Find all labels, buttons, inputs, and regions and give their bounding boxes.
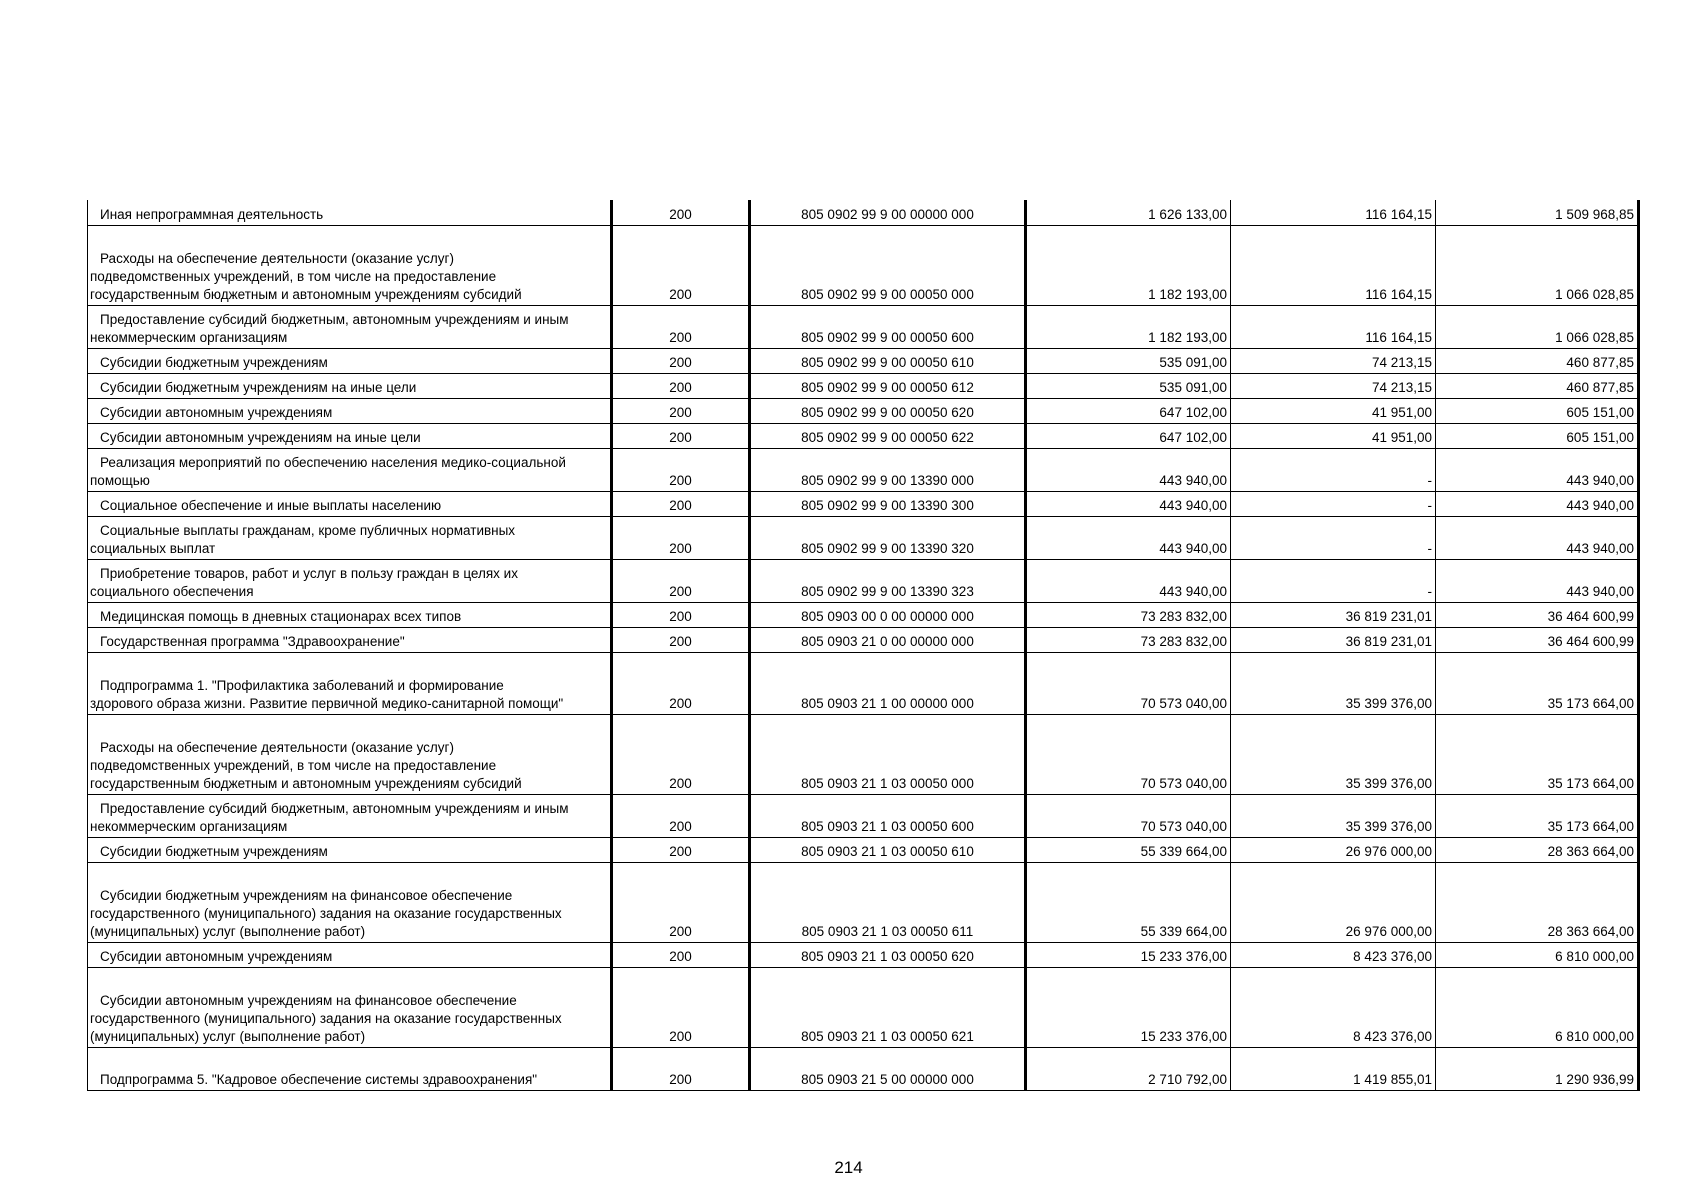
row-classification-cell: 805 0903 21 1 03 00050 600 (750, 794, 1026, 837)
row-name-line (90, 659, 608, 677)
row-classification-cell: 805 0903 21 1 00 00000 000 (750, 652, 1026, 714)
row-name-line: Социальные выплаты гражданам, кроме публичных нормативных (100, 522, 516, 538)
row-executed-cell: 116 164,15 (1231, 225, 1436, 305)
row-approved-cell: 73 283 832,00 (1026, 627, 1231, 652)
row-code-cell: 200 (612, 942, 750, 967)
row-classification-cell: 805 0902 99 9 00 13390 000 (750, 448, 1026, 491)
row-classification-cell: 805 0902 99 9 00 00050 610 (750, 348, 1026, 373)
row-executed-cell: 8 423 376,00 (1231, 967, 1436, 1047)
row-code-cell: 200 (612, 348, 750, 373)
row-executed-cell: - (1231, 491, 1436, 516)
row-name-line: Иная непрограммная деятельность (100, 206, 324, 222)
row-classification-cell: 805 0902 99 9 00 00050 622 (750, 423, 1026, 448)
table-row (88, 225, 1639, 305)
row-code-cell: 200 (612, 516, 750, 559)
row-executed-cell: 8 423 376,00 (1231, 942, 1436, 967)
row-name-line: Субсидии автономным учреждениям (100, 404, 333, 420)
row-approved-cell: 70 573 040,00 (1026, 652, 1231, 714)
row-name-line (90, 1053, 608, 1071)
row-code-cell: 200 (612, 627, 750, 652)
row-executed-cell: 41 951,00 (1231, 398, 1436, 423)
row-unexecuted-cell: 35 173 664,00 (1436, 714, 1639, 794)
row-code-cell: 200 (612, 652, 750, 714)
row-unexecuted-cell: 6 810 000,00 (1436, 942, 1639, 967)
table-row (88, 627, 1639, 652)
row-approved-cell: 1 626 133,00 (1026, 200, 1231, 225)
row-name-line: (муниципальных) услуг (выполнение работ) (90, 923, 366, 939)
row-name-line: Реализация мероприятий по обеспечению населения медико-социальной (100, 454, 566, 470)
table-row (88, 1047, 1639, 1090)
row-approved-cell: 535 091,00 (1026, 348, 1231, 373)
row-name-line: Субсидии автономным учреждениям на иные цели (100, 429, 421, 445)
table-row (88, 559, 1639, 602)
row-name-line: здорового образа жизни. Развитие первичной медико-санитарной помощи" (90, 695, 564, 711)
row-name-line: Субсидии бюджетным учреждениям на финансовое обеспечение (100, 887, 513, 903)
table-row (88, 967, 1639, 1047)
row-name-line: социального обеспечения (90, 583, 254, 599)
row-approved-cell: 443 940,00 (1026, 491, 1231, 516)
row-approved-cell: 647 102,00 (1026, 423, 1231, 448)
row-code-cell: 200 (612, 423, 750, 448)
table-row (88, 200, 1639, 225)
row-name-cell (88, 348, 612, 373)
budget-execution-table (87, 200, 1640, 1091)
row-approved-cell: 73 283 832,00 (1026, 602, 1231, 627)
row-name-line: Субсидии бюджетным учреждениям (100, 843, 328, 859)
row-name-cell (88, 200, 612, 225)
row-approved-cell: 55 339 664,00 (1026, 862, 1231, 942)
row-classification-cell: 805 0902 99 9 00 00050 612 (750, 373, 1026, 398)
row-executed-cell: 41 951,00 (1231, 423, 1436, 448)
row-classification-cell: 805 0903 00 0 00 00000 000 (750, 602, 1026, 627)
row-name-cell (88, 423, 612, 448)
row-executed-cell: 36 819 231,01 (1231, 602, 1436, 627)
row-name-cell (88, 559, 612, 602)
row-executed-cell: 116 164,15 (1231, 305, 1436, 348)
row-executed-cell: 1 419 855,01 (1231, 1047, 1436, 1090)
row-executed-cell: - (1231, 448, 1436, 491)
row-code-cell: 200 (612, 967, 750, 1047)
row-name-line (90, 869, 608, 887)
row-code-cell: 200 (612, 837, 750, 862)
row-name-line: Социальное обеспечение и иные выплаты населению (100, 497, 442, 513)
row-code-cell: 200 (612, 305, 750, 348)
table-row (88, 942, 1639, 967)
row-name-line: Расходы на обеспечение деятельности (оказание услуг) (100, 250, 454, 266)
row-unexecuted-cell: 460 877,85 (1436, 348, 1639, 373)
row-code-cell: 200 (612, 862, 750, 942)
row-unexecuted-cell: 605 151,00 (1436, 423, 1639, 448)
row-classification-cell: 805 0903 21 5 00 00000 000 (750, 1047, 1026, 1090)
row-code-cell: 200 (612, 225, 750, 305)
row-approved-cell: 55 339 664,00 (1026, 837, 1231, 862)
row-name-line: Субсидии бюджетным учреждениям (100, 354, 328, 370)
row-executed-cell: 116 164,15 (1231, 200, 1436, 225)
row-code-cell: 200 (612, 794, 750, 837)
row-name-line (90, 232, 608, 250)
row-approved-cell: 1 182 193,00 (1026, 225, 1231, 305)
row-name-line: Предоставление субсидий бюджетным, автономным учреждениям и иным (100, 311, 569, 327)
row-name-cell (88, 373, 612, 398)
table-body (88, 200, 1639, 1090)
row-unexecuted-cell: 1 290 936,99 (1436, 1047, 1639, 1090)
row-name-cell (88, 942, 612, 967)
row-unexecuted-cell: 28 363 664,00 (1436, 862, 1639, 942)
row-name-cell (88, 794, 612, 837)
row-code-cell: 200 (612, 200, 750, 225)
table-row (88, 794, 1639, 837)
row-classification-cell: 805 0902 99 9 00 00050 000 (750, 225, 1026, 305)
row-name-cell (88, 491, 612, 516)
row-approved-cell: 15 233 376,00 (1026, 967, 1231, 1047)
table-row (88, 491, 1639, 516)
row-executed-cell: 36 819 231,01 (1231, 627, 1436, 652)
row-executed-cell: 74 213,15 (1231, 348, 1436, 373)
row-name-line: государственным бюджетным и автономным учреждениям субсидий (90, 775, 522, 791)
row-name-line: Субсидии автономным учреждениям (100, 948, 333, 964)
row-name-line (90, 974, 608, 992)
row-unexecuted-cell: 460 877,85 (1436, 373, 1639, 398)
row-unexecuted-cell: 443 940,00 (1436, 516, 1639, 559)
table-row (88, 423, 1639, 448)
row-classification-cell: 805 0902 99 9 00 13390 320 (750, 516, 1026, 559)
row-unexecuted-cell: 36 464 600,99 (1436, 627, 1639, 652)
row-classification-cell: 805 0903 21 1 03 00050 611 (750, 862, 1026, 942)
table-row (88, 448, 1639, 491)
row-name-cell (88, 1047, 612, 1090)
row-name-cell (88, 862, 612, 942)
row-code-cell: 200 (612, 559, 750, 602)
row-name-cell (88, 448, 612, 491)
row-code-cell: 200 (612, 714, 750, 794)
row-approved-cell: 443 940,00 (1026, 448, 1231, 491)
table-row (88, 714, 1639, 794)
row-name-cell (88, 837, 612, 862)
row-code-cell: 200 (612, 1047, 750, 1090)
table-row (88, 305, 1639, 348)
table-row (88, 652, 1639, 714)
row-name-line: социальных выплат (90, 540, 216, 556)
row-classification-cell: 805 0903 21 1 03 00050 610 (750, 837, 1026, 862)
row-name-line: Субсидии автономным учреждениям на финансовое обеспечение (100, 992, 517, 1008)
row-name-line: некоммерческим организациям (90, 818, 288, 834)
row-name-cell (88, 652, 612, 714)
row-classification-cell: 805 0903 21 1 03 00050 621 (750, 967, 1026, 1047)
row-executed-cell: - (1231, 559, 1436, 602)
row-approved-cell: 70 573 040,00 (1026, 714, 1231, 794)
table-row (88, 348, 1639, 373)
row-unexecuted-cell: 35 173 664,00 (1436, 794, 1639, 837)
row-unexecuted-cell: 443 940,00 (1436, 559, 1639, 602)
row-approved-cell: 443 940,00 (1026, 559, 1231, 602)
table-row (88, 373, 1639, 398)
row-executed-cell: 26 976 000,00 (1231, 837, 1436, 862)
row-name-line: государственного (муниципального) задания на оказание государственных (90, 905, 562, 921)
row-unexecuted-cell: 36 464 600,99 (1436, 602, 1639, 627)
row-code-cell: 200 (612, 491, 750, 516)
row-classification-cell: 805 0902 99 9 00 00050 620 (750, 398, 1026, 423)
row-approved-cell: 2 710 792,00 (1026, 1047, 1231, 1090)
row-name-cell (88, 714, 612, 794)
row-name-line: Расходы на обеспечение деятельности (оказание услуг) (100, 739, 454, 755)
row-name-line: Подпрограмма 5. "Кадровое обеспечение системы здравоохранения" (100, 1071, 538, 1087)
row-name-cell (88, 627, 612, 652)
row-executed-cell: 35 399 376,00 (1231, 652, 1436, 714)
row-classification-cell: 805 0902 99 9 00 13390 300 (750, 491, 1026, 516)
row-name-line: подведомственных учреждений, в том числе на предоставление (90, 757, 497, 773)
row-classification-cell: 805 0903 21 0 00 00000 000 (750, 627, 1026, 652)
row-executed-cell: 74 213,15 (1231, 373, 1436, 398)
row-unexecuted-cell: 443 940,00 (1436, 491, 1639, 516)
row-name-line: помощью (90, 472, 150, 488)
row-name-line: подведомственных учреждений, в том числе на предоставление (90, 268, 497, 284)
row-name-line (90, 721, 608, 739)
row-name-cell (88, 225, 612, 305)
row-name-line: Медицинская помощь в дневных стационарах всех типов (100, 608, 462, 624)
row-unexecuted-cell: 1 066 028,85 (1436, 225, 1639, 305)
row-approved-cell: 443 940,00 (1026, 516, 1231, 559)
row-unexecuted-cell: 1 509 968,85 (1436, 200, 1639, 225)
row-name-line: государственным бюджетным и автономным учреждениям субсидий (90, 286, 522, 302)
row-classification-cell: 805 0903 21 1 03 00050 620 (750, 942, 1026, 967)
row-unexecuted-cell: 6 810 000,00 (1436, 967, 1639, 1047)
row-classification-cell: 805 0902 99 9 00 00000 000 (750, 200, 1026, 225)
row-approved-cell: 70 573 040,00 (1026, 794, 1231, 837)
row-classification-cell: 805 0903 21 1 03 00050 000 (750, 714, 1026, 794)
row-name-line: некоммерческим организациям (90, 329, 288, 345)
table-row (88, 837, 1639, 862)
row-unexecuted-cell: 35 173 664,00 (1436, 652, 1639, 714)
row-executed-cell: 35 399 376,00 (1231, 794, 1436, 837)
row-classification-cell: 805 0902 99 9 00 00050 600 (750, 305, 1026, 348)
row-name-line: (муниципальных) услуг (выполнение работ) (90, 1028, 366, 1044)
row-code-cell: 200 (612, 373, 750, 398)
row-name-line: Приобретение товаров, работ и услуг в пользу граждан в целях их (100, 565, 518, 581)
row-code-cell: 200 (612, 602, 750, 627)
row-code-cell: 200 (612, 398, 750, 423)
page-number: 214 (834, 1158, 863, 1177)
row-unexecuted-cell: 1 066 028,85 (1436, 305, 1639, 348)
row-name-line: Субсидии бюджетным учреждениям на иные цели (100, 379, 417, 395)
table-row (88, 862, 1639, 942)
row-name-cell (88, 516, 612, 559)
row-executed-cell: 26 976 000,00 (1231, 862, 1436, 942)
row-name-cell (88, 305, 612, 348)
row-approved-cell: 535 091,00 (1026, 373, 1231, 398)
row-unexecuted-cell: 443 940,00 (1436, 448, 1639, 491)
row-unexecuted-cell: 605 151,00 (1436, 398, 1639, 423)
row-name-line: Подпрограмма 1. "Профилактика заболеваний и формирование (100, 677, 504, 693)
row-name-line: Государственная программа "Здравоохранение" (100, 633, 405, 649)
table-row (88, 398, 1639, 423)
row-name-cell (88, 967, 612, 1047)
row-unexecuted-cell: 28 363 664,00 (1436, 837, 1639, 862)
row-approved-cell: 647 102,00 (1026, 398, 1231, 423)
row-approved-cell: 15 233 376,00 (1026, 942, 1231, 967)
row-approved-cell: 1 182 193,00 (1026, 305, 1231, 348)
table-row (88, 602, 1639, 627)
row-name-cell (88, 398, 612, 423)
row-name-cell (88, 602, 612, 627)
row-name-line: государственного (муниципального) задания на оказание государственных (90, 1010, 562, 1026)
row-executed-cell: - (1231, 516, 1436, 559)
row-code-cell: 200 (612, 448, 750, 491)
row-executed-cell: 35 399 376,00 (1231, 714, 1436, 794)
table-row (88, 516, 1639, 559)
row-name-line: Предоставление субсидий бюджетным, автономным учреждениям и иным (100, 800, 569, 816)
row-classification-cell: 805 0902 99 9 00 13390 323 (750, 559, 1026, 602)
